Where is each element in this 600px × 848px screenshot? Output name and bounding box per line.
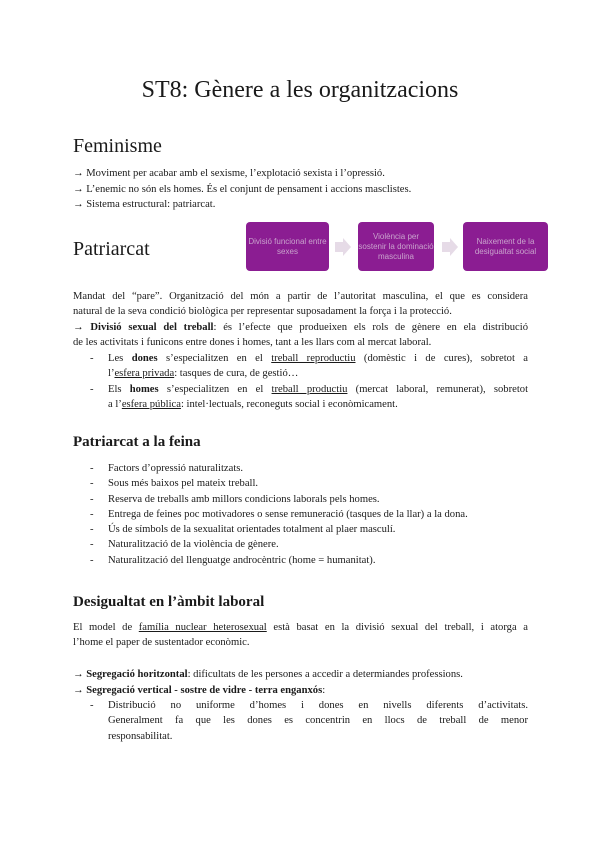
list-item: - Ús de símbols de la sexualitat orientades totalment al plaer masculí. <box>90 522 528 537</box>
laboral-paragraph: El model de família nuclear heterosexual està basat en la divisió sexual del treball, i atorga a <box>73 622 528 633</box>
feminisme-line: → L’enemic no són els homes. És el conjunt de pensament i accions masclistes. <box>73 184 412 195</box>
feina-heading: Patriarcat a la feina <box>73 434 201 450</box>
feina-list <box>90 461 528 568</box>
feminisme-line: → Sistema estructural: patriarcat. <box>73 199 216 210</box>
laboral-heading: Desigualtat en l’àmbit laboral <box>73 594 265 610</box>
patriarcat-process-diagram <box>246 222 551 272</box>
segregacio-vertical: → Segregació vertical - sostre de vidre - terra enganxós: <box>73 685 326 696</box>
divisio-sexual-line: de les activitats i funicons entre dones i homes, tant a les llars com al mercat laboral. <box>73 337 432 348</box>
list-item: - Entrega de feines poc motivadores o sense remuneració (tasques de la llar) a la dona. <box>90 507 528 522</box>
page-title: ST8: Gènere a les organitzacions <box>141 77 459 103</box>
patriarcat-paragraph: Mandat del “pare”. Organització del món a partir de l’autoritat masculina, el que es considera <box>73 291 528 302</box>
list-item: - Els homes s’especialitzen en el treball productiu (mercat laboral, remunerat), sobretot a l’esfera pública: intel·lectuals, reconeguts social i econòmicament. <box>90 382 528 413</box>
list-item: - Factors d’opressió naturalitzats. <box>90 461 528 476</box>
list-item: - Distribució no uniforme d’homes i dones en nivells diferents d’activitats. Generalment fa que les dones es concentrin en llocs de treball de menor responsabilitat. <box>90 698 528 744</box>
list-item: - Naturalització del llenguatge androcèntric (home = humanitat). <box>90 553 528 568</box>
feminisme-line: → Moviment per acabar amb el sexisme, l’explotació sexista i l’opressió. <box>73 168 385 179</box>
list-item: - Reserva de treballs amb millors condicions laborals pels homes. <box>90 492 528 507</box>
feminisme-heading: Feminisme <box>73 135 162 157</box>
segregacio-list <box>90 698 528 744</box>
chevron-right-icon <box>335 238 351 256</box>
list-item: - Sous més baixos pel mateix treball. <box>90 476 528 491</box>
divisio-sexual-line: → Divisió sexual del treball: és l’efecte que produeixen els rols de gènere en ela distribució <box>73 322 528 333</box>
list-item: - Naturalització de la violència de gènere. <box>90 537 528 552</box>
diagram-box-violencia <box>358 222 434 271</box>
diagram-box-divisio <box>246 222 329 271</box>
rols-list <box>90 351 528 412</box>
segregacio-horitzontal: → Segregació horitzontal: dificultats de les persones a accedir a determiandes professions. <box>73 669 463 680</box>
patriarcat-paragraph: natural de la seva condició biològica per representar suposadament la força i la protecció. <box>73 306 452 317</box>
list-item: - Les dones s’especialitzen en el treball reproductiu (domèstic i de cures), sobretot a l’esfera privada: tasques de cura, de gestió… <box>90 351 528 382</box>
diagram-box-naixement <box>463 222 548 271</box>
diagram-box-text: Divisió funcional entre sexes <box>248 236 327 256</box>
diagram-box-text: Naixement de la desigualtat social <box>474 236 537 256</box>
laboral-paragraph: l’home el paper de sustentador econòmic. <box>73 637 250 648</box>
chevron-right-icon <box>442 238 458 256</box>
diagram-box-text: Violència per sostenir la dominació masculina <box>358 231 434 261</box>
patriarcat-heading: Patriarcat <box>73 238 150 260</box>
